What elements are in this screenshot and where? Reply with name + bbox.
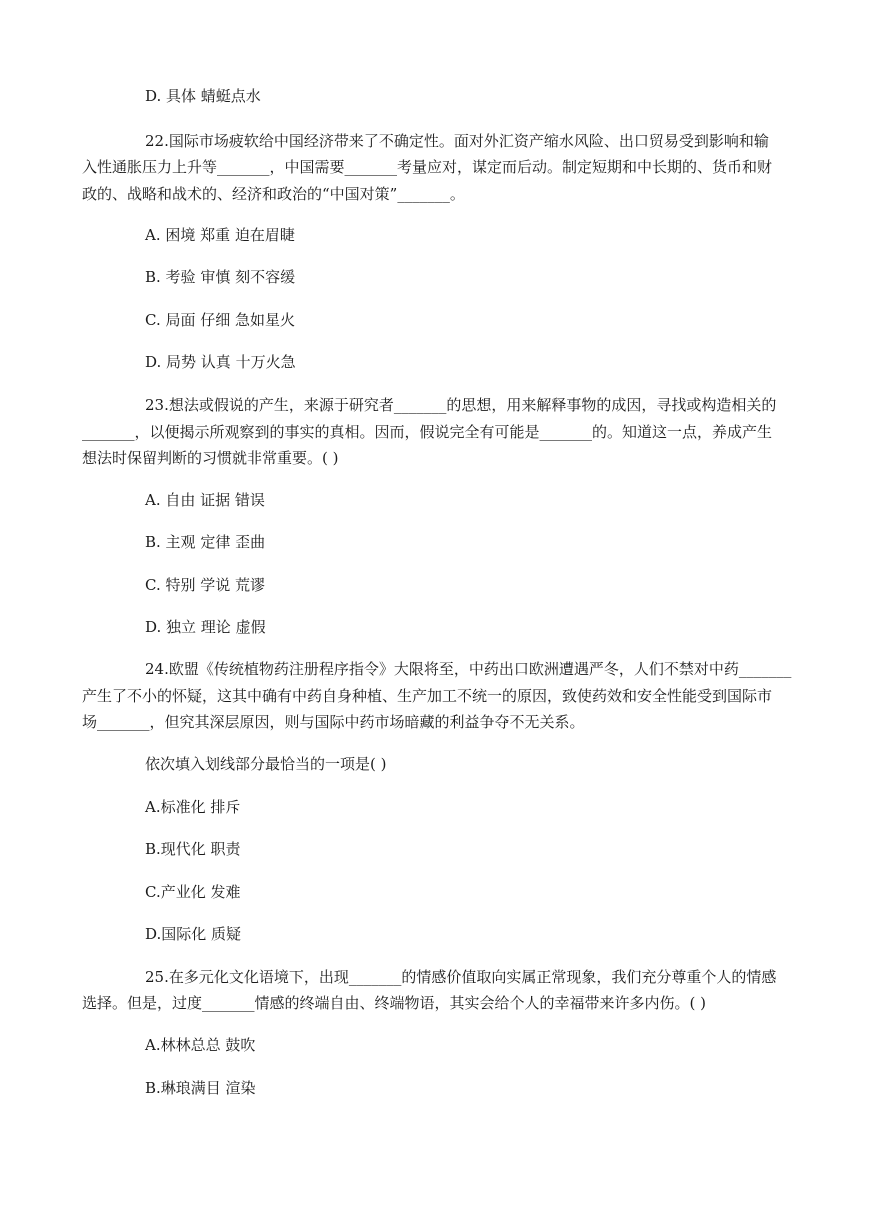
q25-option-b: B.琳琅满目 渲染 <box>145 1079 256 1097</box>
q25-option-a: A.林林总总 鼓吹 <box>145 1036 256 1054</box>
q24-stem: 依次填入划线部分最恰当的一项是( ) <box>145 755 387 773</box>
q25-line-1: 25.在多元化文化语境下，出现_______的情感价值取向实属正常现象，我们充分尊重个人的情感 <box>145 968 777 986</box>
q22-option-a: A. 困境 郑重 迫在眉睫 <box>145 226 295 244</box>
q24-option-b: B.现代化 职责 <box>145 840 241 858</box>
q23-line-1: 23.想法或假说的产生，来源于研究者_______的思想，用来解释事物的成因，寻找或构造相关的 <box>145 396 777 414</box>
q24-line-3: 场_______，但究其深层原因，则与国际中药市场暗藏的利益争夺不无关系。 <box>82 713 585 731</box>
q25-line-2: 选择。但是，过度_______情感的终端自由、终端物语，其实会给个人的幸福带来许多内伤。( ) <box>82 994 706 1012</box>
q22-line-3: 政的、战略和战术的、经济和政治的“中国对策”_______。 <box>82 185 465 203</box>
q22-option-d: D. 局势 认真 十万火急 <box>145 353 296 371</box>
q23-line-2: _______，以便揭示所观察到的事实的真相。因而，假说完全有可能是_______的。知道这一点，养成产生 <box>82 423 773 441</box>
q23-option-d: D. 独立 理论 虚假 <box>145 618 266 636</box>
q22-line-1: 22.国际市场疲软给中国经济带来了不确定性。面对外汇资产缩水风险、出口贸易受到影响和输 <box>145 132 769 150</box>
q22-option-c: C. 局面 仔细 急如星火 <box>145 311 296 329</box>
q24-line-1: 24.欧盟《传统植物药注册程序指令》大限将至，中药出口欧洲遭遇严冬，人们不禁对中药_______ <box>145 660 792 678</box>
q24-option-c: C.产业化 发难 <box>145 883 241 901</box>
q24-option-a: A.标准化 排斥 <box>145 798 241 816</box>
q24-line-2: 产生了不小的怀疑，这其中确有中药自身种植、生产加工不统一的原因，致使药效和安全性能受到国际市 <box>82 687 773 705</box>
q23-option-c: C. 特别 学说 荒谬 <box>145 576 266 594</box>
q23-option-a: A. 自由 证据 错误 <box>145 491 265 509</box>
q24-option-d: D.国际化 质疑 <box>145 925 242 943</box>
q22-line-2: 入性通胀压力上升等_______，中国需要_______考量应对，谋定而后动。制定短期和中长期的、货币和财 <box>82 158 773 176</box>
q22-option-b: B. 考验 审慎 刻不容缓 <box>145 268 296 286</box>
q23-option-b: B. 主观 定律 歪曲 <box>145 533 266 551</box>
q23-line-3: 想法时保留判断的习惯就非常重要。( ) <box>82 449 339 467</box>
option-d-prev: D. 具体 蜻蜓点水 <box>145 87 261 105</box>
